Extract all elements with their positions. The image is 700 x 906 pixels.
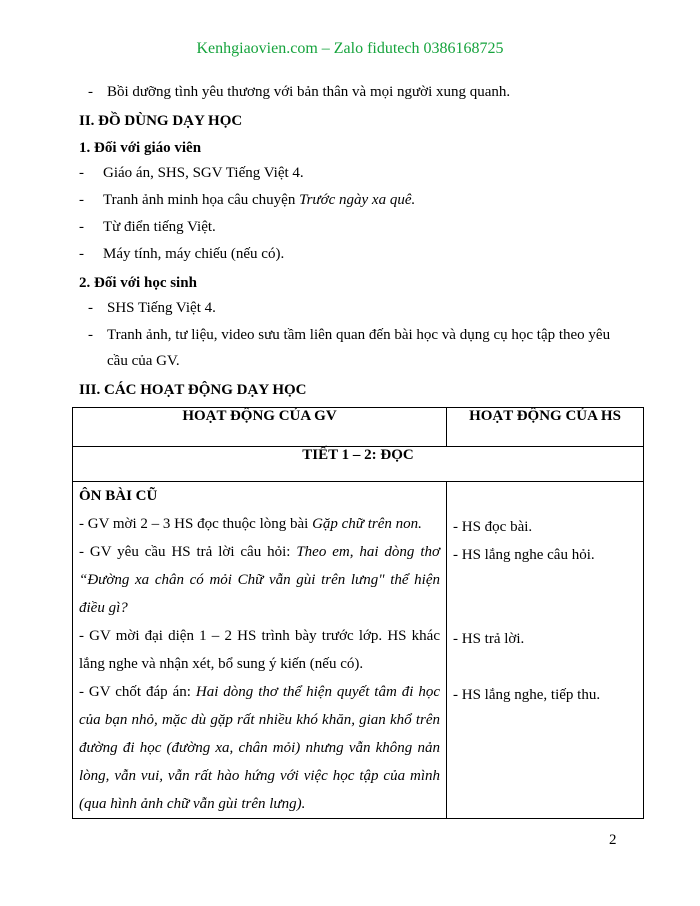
page-header: Kenhgiaovien.com – Zalo fidutech 0386168725 xyxy=(196,40,504,57)
period-row xyxy=(73,447,644,482)
table-header-row xyxy=(73,408,644,447)
gv-step: - GV yêu cầu HS trả lời câu hỏi: Theo em, hai dòng thơ “Đường xa chân có mỏi Chữ vẫn gùi trên lưng" thể hiện điều gì? xyxy=(79,544,440,616)
gv-step: - GV mời đại diện 1 – 2 HS trình bày trước lớp. HS khác lắng nghe và nhận xét, bổ sung ý kiến (nếu có). xyxy=(79,628,440,672)
period-title: TIẾT 1 – 2: ĐỌC xyxy=(73,447,644,482)
gv-step: - GV chốt đáp án: Hai dòng thơ thể hiện quyết tâm đi học của bạn nhỏ, mặc dù gặp rất nhiều khó khăn, gian khổ trên đường đi học (đường xa, chân mỏi) nhưng vẫn không nản lòng, vẫn vui, vẫn rất hào hứng với việc học tập của mình (qua hình ảnh chữ vẫn gùi trên lưng). xyxy=(79,684,440,812)
table-row xyxy=(73,482,644,819)
col-hs-header: HOẠT ĐỘNG CỦA HS xyxy=(447,408,644,447)
teacher-item: Giáo án, SHS, SGV Tiếng Việt 4. xyxy=(103,165,304,181)
activity-table xyxy=(72,407,644,819)
hs-step: - HS trả lời. xyxy=(453,631,525,647)
bullet-dash: - xyxy=(88,327,93,343)
review-title: ÔN BÀI CŨ xyxy=(79,488,158,504)
gv-activity-cell xyxy=(73,482,447,819)
intro-item: Bồi dưỡng tình yêu thương với bản thân và mọi người xung quanh. xyxy=(107,84,511,100)
col-gv-header: HOẠT ĐỘNG CỦA GV xyxy=(73,408,447,447)
teacher-item: Từ điển tiếng Việt. xyxy=(103,219,216,235)
bullet-dash: - xyxy=(79,219,84,235)
bullet-dash: - xyxy=(79,165,84,181)
section-3-title: III. CÁC HOẠT ĐỘNG DẠY HỌC xyxy=(79,382,307,398)
bullet-dash: - xyxy=(88,84,93,100)
section-2-title: II. ĐỒ DÙNG DẠY HỌC xyxy=(79,113,243,129)
hs-activity-cell xyxy=(447,482,644,819)
hs-step: - HS lắng nghe, tiếp thu. xyxy=(453,687,601,703)
bullet-dash: - xyxy=(79,192,84,208)
gv-step: - GV mời 2 – 3 HS đọc thuộc lòng bài Gặp chữ trên non. xyxy=(79,516,422,532)
bullet-dash: - xyxy=(88,300,93,316)
hs-step: - HS đọc bài. xyxy=(453,519,533,535)
student-subtitle: 2. Đối với học sinh xyxy=(79,275,197,291)
student-item: Tranh ảnh, tư liệu, video sưu tầm liên quan đến bài học và dụng cụ học tập theo yêu xyxy=(107,327,611,343)
student-item-continued: cầu của GV. xyxy=(107,353,180,369)
teacher-item: Tranh ảnh minh họa câu chuyện Trước ngày xa quê. xyxy=(103,192,416,208)
hs-step: - HS lắng nghe câu hỏi. xyxy=(453,547,595,563)
page-number: 2 xyxy=(609,832,617,848)
student-item: SHS Tiếng Việt 4. xyxy=(107,300,216,316)
teacher-subtitle: 1. Đối với giáo viên xyxy=(79,140,202,156)
bullet-dash: - xyxy=(79,246,84,262)
teacher-item: Máy tính, máy chiếu (nếu có). xyxy=(103,246,285,262)
